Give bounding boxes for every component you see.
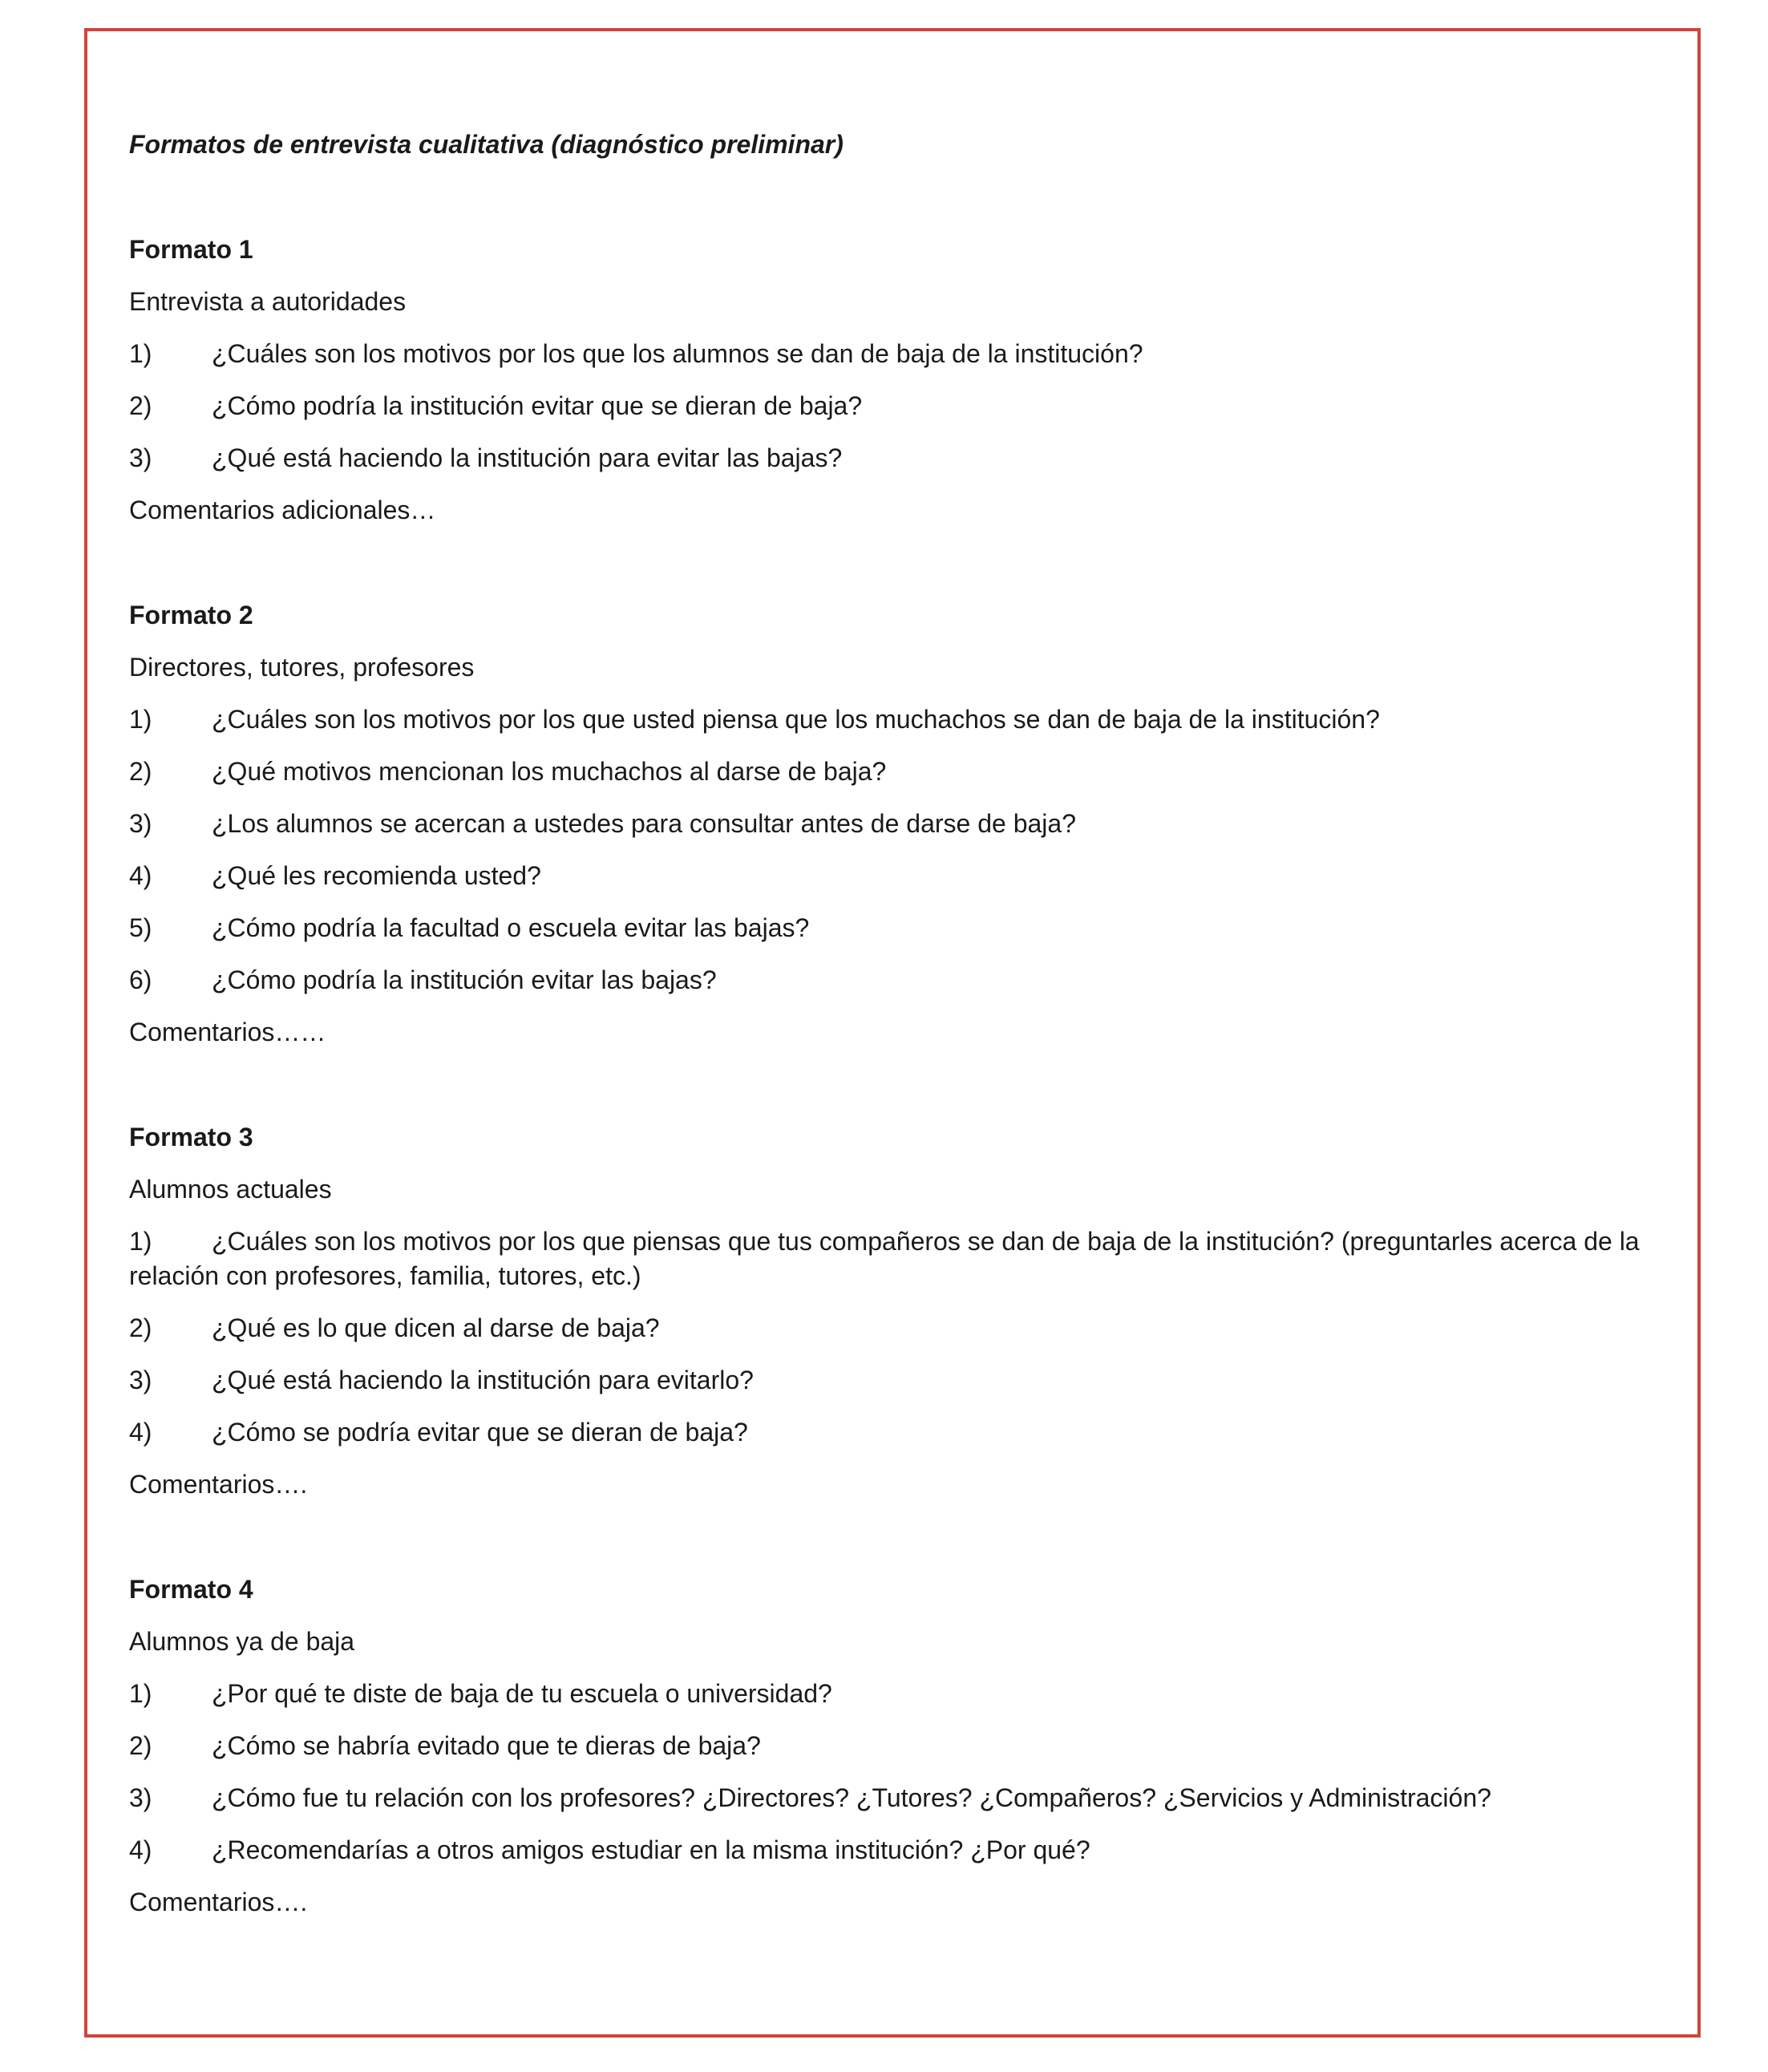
question-number: 3): [129, 809, 152, 838]
question-item: [129, 389, 1656, 423]
format-audience: Alumnos ya de baja: [129, 1627, 355, 1656]
question-number: 4): [129, 1418, 152, 1447]
format-section-1: [129, 233, 1656, 528]
question-item: [129, 963, 1656, 998]
format-heading: Formato 3: [129, 1123, 253, 1151]
question-number: 4): [129, 1835, 152, 1864]
question-number: 2): [129, 1731, 152, 1760]
question-number: 2): [129, 1313, 152, 1342]
format-comments: Comentarios….: [129, 1888, 308, 1916]
question-item: [129, 755, 1656, 789]
question-number: 5): [129, 913, 152, 942]
format-comments: Comentarios….: [129, 1470, 308, 1499]
question-item: [129, 702, 1656, 737]
question-text: ¿Cuáles son los motivos por los que usted piensa que los muchachos se dan de baja de la institución?: [212, 705, 1380, 734]
format-audience: Alumnos actuales: [129, 1175, 332, 1204]
question-number: 1): [129, 1679, 152, 1708]
format-comments: Comentarios adicionales…: [129, 496, 436, 524]
question-text: ¿Cuáles son los motivos por los que los alumnos se dan de baja de la institución?: [212, 339, 1143, 368]
question-text: ¿Qué está haciendo la institución para evitarlo?: [212, 1366, 754, 1394]
format-heading: Formato 1: [129, 235, 253, 264]
question-number: 3): [129, 1366, 152, 1394]
format-section-2: [129, 598, 1656, 1050]
question-item: [129, 1311, 1656, 1346]
question-text: ¿Por qué te diste de baja de tu escuela o universidad?: [212, 1679, 832, 1708]
question-item: [129, 337, 1656, 371]
question-text: ¿Qué les recomienda usted?: [212, 861, 541, 890]
question-item: [129, 1224, 1656, 1293]
question-number: 2): [129, 757, 152, 786]
question-text: ¿Recomendarías a otros amigos estudiar en la misma institución? ¿Por qué?: [212, 1835, 1090, 1864]
question-number: 4): [129, 861, 152, 890]
question-text: ¿Cómo podría la institución evitar que se dieran de baja?: [212, 391, 863, 420]
question-number: 3): [129, 1783, 152, 1812]
document-title: Formatos de entrevista cualitativa (diagnóstico preliminar): [129, 130, 844, 159]
question-item: [129, 441, 1656, 476]
question-item: [129, 807, 1656, 841]
question-number: 6): [129, 965, 152, 994]
question-number: 2): [129, 391, 152, 420]
document-content: [129, 127, 1656, 1920]
question-text: ¿Qué es lo que dicen al darse de baja?: [212, 1313, 660, 1342]
question-text: ¿Cómo podría la facultad o escuela evitar las bajas?: [212, 913, 810, 942]
question-item: [129, 1833, 1656, 1868]
question-text: ¿Cómo se podría evitar que se dieran de baja?: [212, 1418, 748, 1447]
format-heading: Formato 2: [129, 601, 253, 629]
question-number: 1): [129, 705, 152, 734]
question-item: [129, 859, 1656, 893]
question-text: ¿Cómo se habría evitado que te dieras de baja?: [212, 1731, 761, 1760]
question-number: 1): [129, 339, 152, 368]
format-audience: Entrevista a autoridades: [129, 287, 407, 316]
question-item: [129, 1415, 1656, 1450]
question-text: ¿Cómo fue tu relación con los profesores? ¿Directores? ¿Tutores? ¿Compañeros? ¿Servicios y Administración?: [212, 1783, 1491, 1812]
format-section-4: [129, 1572, 1656, 1920]
format-comments: Comentarios……: [129, 1018, 326, 1046]
question-text: ¿Cuáles son los motivos por los que piensas que tus compañeros se dan de baja de la institución? (preguntarles acerca de la relación con profesores, familia, tutores, etc.): [129, 1227, 1640, 1290]
format-audience: Directores, tutores, profesores: [129, 653, 475, 682]
question-text: ¿Los alumnos se acercan a ustedes para consultar antes de darse de baja?: [212, 809, 1076, 838]
question-item: [129, 1363, 1656, 1398]
question-number: 3): [129, 443, 152, 472]
question-text: ¿Qué está haciendo la institución para evitar las bajas?: [212, 443, 843, 472]
question-item: [129, 911, 1656, 945]
question-item: [129, 1781, 1656, 1815]
question-item: [129, 1729, 1656, 1763]
question-number: 1): [129, 1227, 152, 1256]
question-item: [129, 1677, 1656, 1711]
question-text: ¿Qué motivos mencionan los muchachos al darse de baja?: [212, 757, 887, 786]
document-frame: [84, 28, 1701, 2038]
format-section-3: [129, 1120, 1656, 1502]
question-text: ¿Cómo podría la institución evitar las bajas?: [212, 965, 717, 994]
format-heading: Formato 4: [129, 1575, 253, 1604]
